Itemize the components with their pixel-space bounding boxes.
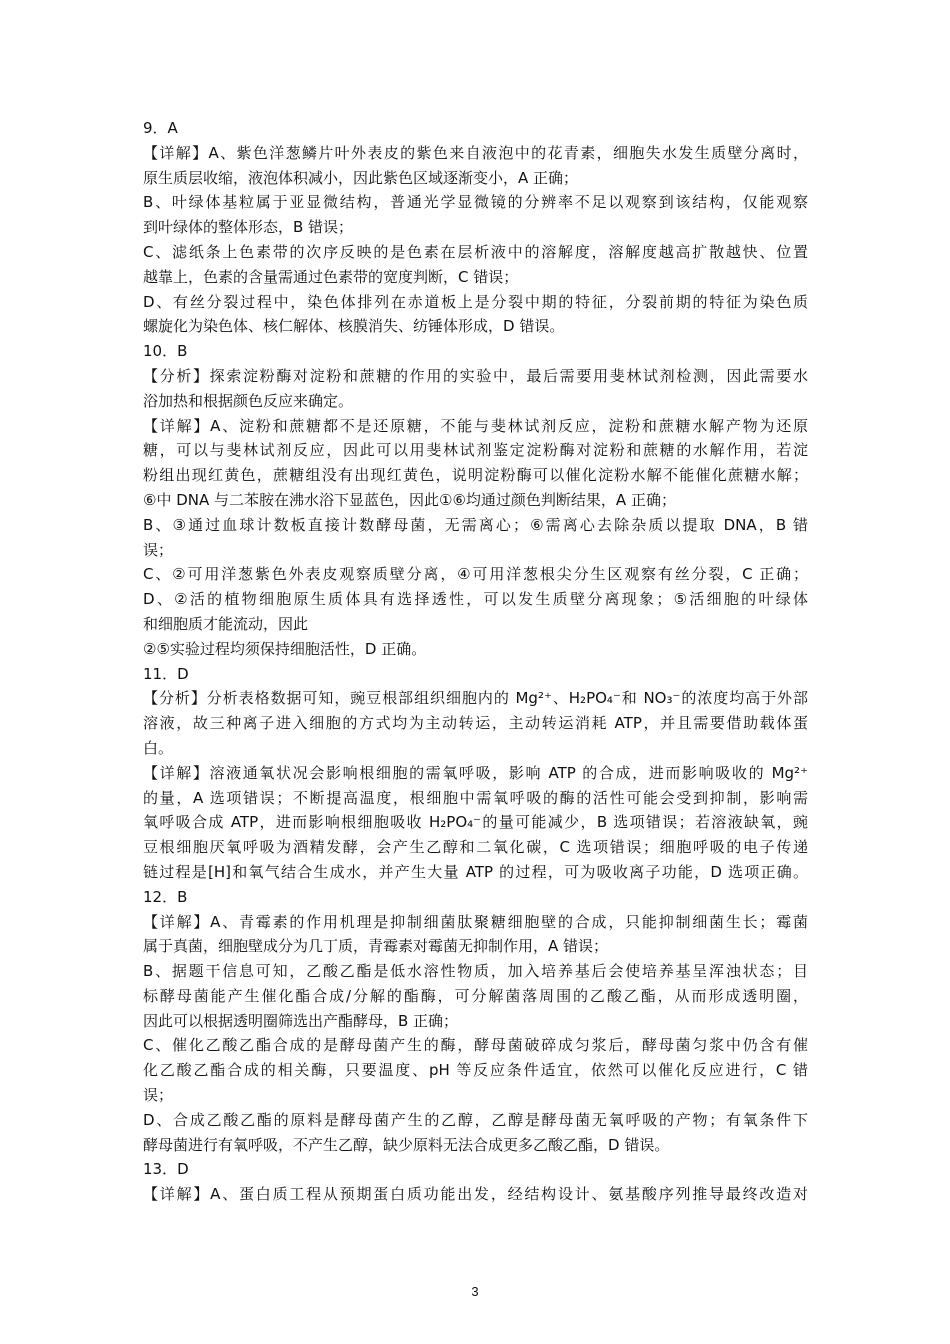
text-line: 螺旋化为染色体、核仁解体、核膜消失、纺锤体形成，D 错误。 <box>143 317 565 336</box>
text-line: 氧呼吸合成 ATP，进而影响根细胞吸收 H₂PO₄⁻的量可能减少，B 选项错误；若溶液缺氧，豌 <box>143 813 808 832</box>
answer-heading: 12．B <box>143 887 188 906</box>
text-line: 化乙酸乙酯合成的相关酶，只要温度、pH 等反应条件适宜，依然可以催化反应进行，C 错 <box>143 1061 808 1080</box>
text-line: D、合成乙酸乙酯的原料是酵母菌产生的乙醇，乙醇是酵母菌无氧呼吸的产物；有氧条件下 <box>143 1110 808 1129</box>
text-line: 链过程是[H]和氧气结合生成水，并产生大量 ATP 的过程，可为吸收离子功能，D 选项正确。 <box>143 862 808 881</box>
text-line: B、据题干信息可知，乙酸乙酯是低水溶性物质，加入培养基后会使培养基呈浑浊状态；目 <box>143 962 808 981</box>
text-line: 属于真菌，细胞壁成分为几丁质，青霉素对霉菌无抑制作用，A 错误； <box>143 937 609 956</box>
text-line: 浴加热和根据颜色反应来确定。 <box>143 391 354 410</box>
text-line: 【详解】A、淀粉和蔗糖都不是还原糖，不能与斐林试剂反应，淀粉和蔗糖水解产物为还原 <box>143 416 808 435</box>
answer-heading: 13．D <box>143 1160 189 1179</box>
answer-heading: 11．D <box>143 664 189 683</box>
text-line: 酵母菌进行有氧呼吸，不产生乙醇，缺少原料无法合成更多乙酸乙酯，D 错误。 <box>143 1135 670 1154</box>
text-line: 【详解】溶液通氧状况会影响根细胞的需氧呼吸，影响 ATP 的合成，进而影响吸收的 Mg²⁺ <box>143 763 808 782</box>
text-line: C、滤纸条上色素带的次序反映的是色素在层析液中的溶解度，溶解度越高扩散越快、位置 <box>143 242 808 261</box>
text-line: 原生质层收缩，液泡体积减小，因此紫色区域逐渐变小，A 正确； <box>143 168 579 187</box>
text-line: 误； <box>143 540 174 559</box>
text-line: 【分析】分析表格数据可知，豌豆根部组织细胞内的 Mg²⁺、H₂PO₄⁻和 NO₃⁻的浓度均高于外部 <box>143 689 808 708</box>
text-line: 【详解】A、蛋白质工程从预期蛋白质功能出发，经结构设计、氨基酸序列推导最终改造对 <box>143 1185 808 1204</box>
text-line: 误； <box>143 1086 174 1105</box>
text-line: 标酵母菌能产生催化酯合成/分解的酯酶，可分解菌落周围的乙酸乙酯，从而形成透明圈， <box>143 986 808 1005</box>
text-line: 因此可以根据透明圈筛选出产酯酵母，B 正确； <box>143 1011 459 1030</box>
text-line: 溶液，故三种离子进入细胞的方式均为主动转运，主动转运消耗 ATP，并且需要借助载体蛋 <box>143 714 808 733</box>
text-line: 的量，A 选项错误；不断提高温度，根细胞中需氧呼吸的酶的活性可能会受到抑制，影响需 <box>143 788 808 807</box>
text-line: 【详解】A、青霉素的作用机理是抑制细菌肽聚糖细胞壁的合成，只能抑制细菌生长；霉菌 <box>143 912 808 931</box>
text-line: D、有丝分裂过程中，染色体排列在赤道板上是分裂中期的特征，分裂前期的特征为染色质 <box>143 292 808 311</box>
text-line: ⑥中 DNA 与二苯胺在沸水浴下显蓝色，因此①⑥均通过颜色判断结果，A 正确； <box>143 490 676 509</box>
text-line: 【分析】探索淀粉酶对淀粉和蔗糖的作用的实验中，最后需要用斐林试剂检测，因此需要水 <box>143 366 808 385</box>
text-line: 粉组出现红黄色，蔗糖组没有出现红黄色，说明淀粉酶可以催化淀粉水解不能催化蔗糖水解； <box>143 466 808 485</box>
text-line: 【详解】A、紫色洋葱鳞片叶外表皮的紫色来自液泡中的花青素，细胞失水发生质壁分离时， <box>143 143 808 162</box>
text-line: 和细胞质才能流动，因此 <box>143 614 309 633</box>
text-line: 到叶绿体的整体形态，B 错误； <box>143 218 354 237</box>
text-line: ②⑤实验过程均须保持细胞活性，D 正确。 <box>143 639 427 658</box>
text-line: D、②活的植物细胞原生质体具有选择透性，可以发生质壁分离现象；⑤活细胞的叶绿体 <box>143 590 808 609</box>
answer-heading: 9．A <box>143 119 178 137</box>
answer-heading: 10．B <box>143 342 188 361</box>
text-line: C、催化乙酸乙酯合成的是酵母菌产生的酶，酵母菌破碎成匀浆后，酵母菌匀浆中仍含有催 <box>143 1036 808 1055</box>
document-body <box>143 116 808 1207</box>
text-line: 白。 <box>143 738 174 757</box>
text-line: 豆根细胞厌氧呼吸为酒精发酵，会产生乙醇和二氧化碳，C 选项错误；细胞呼吸的电子传递 <box>143 838 808 857</box>
page-number: 3 <box>471 1284 479 1299</box>
text-line: 糖，可以与斐林试剂反应，因此可以用斐林试剂鉴定淀粉酶对淀粉和蔗糖的水解作用，若淀 <box>143 441 808 460</box>
text-line: B、叶绿体基粒属于亚显微结构，普通光学显微镜的分辨率不足以观察到该结构，仅能观察 <box>143 193 808 212</box>
text-line: B、③通过血球计数板直接计数酵母菌，无需离心；⑥需离心去除杂质以提取 DNA，B 错 <box>143 515 808 534</box>
text-line: 越靠上，色素的含量需通过色素带的宽度判断，C 错误； <box>143 267 519 286</box>
text-line: C、②可用洋葱紫色外表皮观察质壁分离，④可用洋葱根尖分生区观察有丝分裂，C 正确； <box>143 565 808 584</box>
